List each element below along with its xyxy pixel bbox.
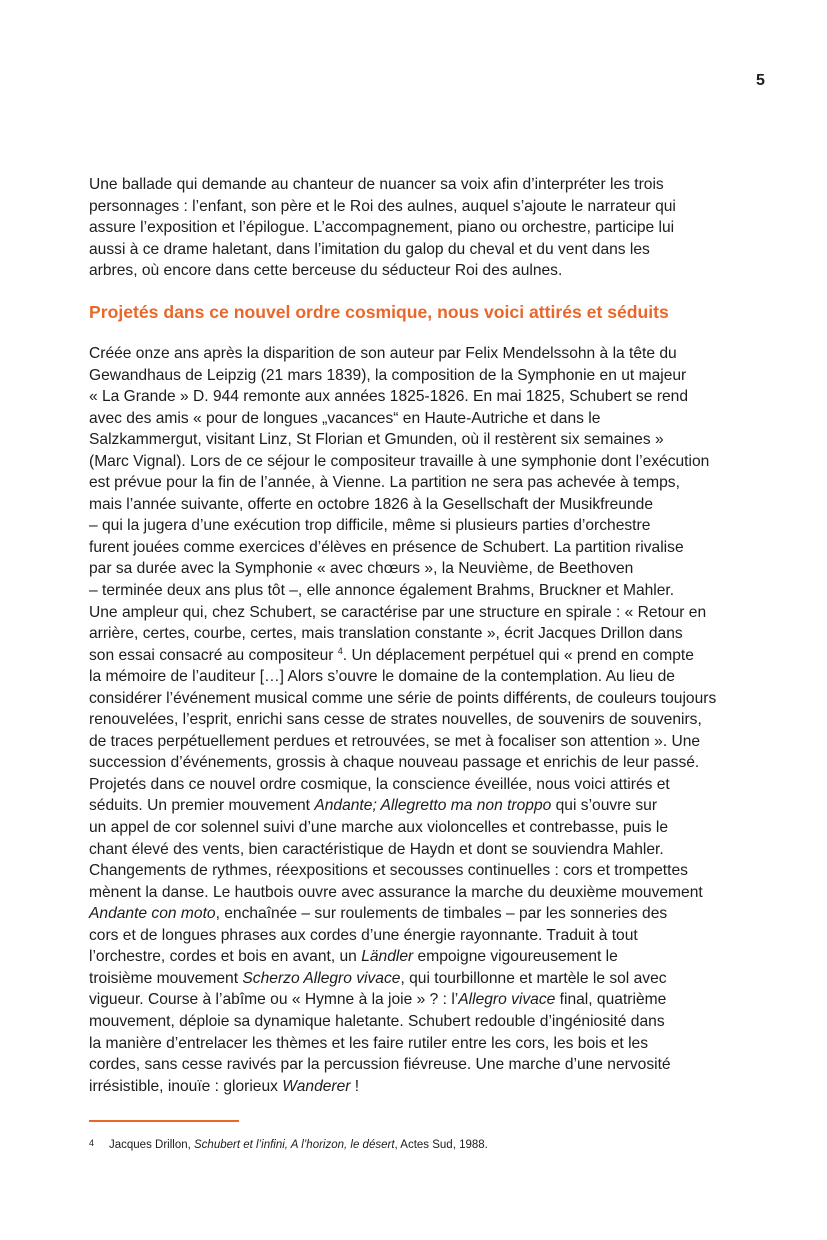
text-line: mouvement, déploie sa dynamique haletante. Schubert redouble d’ingéniosité dans [89, 1012, 665, 1030]
text-line: l’orchestre, cordes et bois en avant, un Ländler empoigne vigoureusement le [89, 948, 618, 966]
work-title: Andante con moto [89, 905, 216, 923]
text-line: vigueur. Course à l’abîme ou « Hymne à la joie » ? : l’Allegro vivace final, quatrième [89, 991, 667, 1009]
text-line: arrière, certes, courbe, certes, mais translation constante », écrit Jacques Drillon dans [89, 625, 683, 643]
text-line: assure l’exposition et l’épilogue. L’accompagnement, piano ou orchestre, participe lui [89, 219, 675, 237]
text-line: personnages : l’enfant, son père et le Roi des aulnes, auquel s’ajoute le narrateur qui [89, 197, 676, 215]
footnote-title: Schubert et l’infini, A l’horizon, le désert [194, 1139, 395, 1151]
body-paragraph [89, 343, 739, 1097]
text-line: Gewandhaus de Leipzig (21 mars 1839), la composition de la Symphonie en ut majeur [89, 366, 687, 384]
text-line: par sa durée avec la Symphonie « avec chœurs », la Neuvième, de Beethoven [89, 560, 634, 578]
text-line: Une ampleur qui, chez Schubert, se caractérise par une structure en spirale : « Retour en [89, 603, 707, 621]
text-line: Changements de rythmes, réexpositions et secousses continuelles : cors et trompettes [89, 862, 688, 880]
page-number: 5 [756, 72, 765, 89]
text-line: la manière d’entrelacer les thèmes et les faire rutiler entre les cors, les bois et les [89, 1034, 649, 1052]
text-line: renouvelées, l’esprit, enrichi sans cesse de strates nouvelles, de souvenirs de souvenirs, [89, 711, 702, 729]
text-line: Projetés dans ce nouvel ordre cosmique, la conscience éveillée, nous voici attirés et [89, 775, 670, 793]
text-line: la mémoire de l’auditeur […] Alors s’ouvre le domaine de la contemplation. Au lieu de [89, 668, 675, 686]
footnote-publisher: , Actes Sud, 1988. [394, 1139, 488, 1151]
footnote-number: 4 [89, 1138, 95, 1148]
text-line: furent jouées comme exercices d’élèves en présence de Schubert. La partition rivalise [89, 538, 684, 556]
text-line: (Marc Vignal). Lors de ce séjour le compositeur travaille à une symphonie dont l’exécution [89, 452, 710, 470]
text-line: est prévue pour la fin de l’année, à Vienne. La partition ne sera pas achevée à temps, [89, 474, 680, 492]
text-line: un appel de cor solennel suivi d’une marche aux violoncelles et contrebasse, puis le [89, 819, 669, 837]
text-line: mènent la danse. Le hautbois ouvre avec assurance la marche du deuxième mouvement [89, 883, 703, 901]
text-line: – qui la jugera d’une exécution trop difficile, même si plusieurs parties d’orchestre [89, 517, 651, 535]
text-line: arbres, où encore dans cette berceuse du séducteur Roi des aulnes. [89, 262, 563, 280]
text-line: succession d’événements, grossis à chaque nouveau passage et enrichis de leur passé. [89, 754, 700, 772]
text-line: troisième mouvement Scherzo Allegro vivace, qui tourbillonne et martèle le sol avec [89, 969, 667, 987]
text-line: cors et de longues phrases aux cordes d’une énergie rayonnante. Traduit à tout [89, 926, 638, 944]
footnote-divider [89, 1120, 239, 1122]
text-line: Salzkammergut, visitant Linz, St Florian et Gmunden, où il restèrent six semaines » [89, 431, 664, 449]
text-line: chant élevé des vents, bien caractéristique de Haydn et dont se souviendra Mahler. [89, 840, 664, 858]
footnote [89, 1136, 488, 1152]
work-title: Andante; Allegretto ma non troppo [314, 797, 552, 815]
work-title: Scherzo Allegro vivace [242, 969, 401, 987]
section-heading: Projetés dans ce nouvel ordre cosmique, nous voici attirés et séduits [89, 302, 669, 322]
text-line: mais l’année suivante, offerte en octobre 1826 à la Gesellschaft der Musikfreunde [89, 495, 654, 513]
text-line: son essai consacré au compositeur $^4$. Un déplacement perpétuel qui « prend en compte [89, 645, 694, 664]
work-title: Wanderer [282, 1077, 351, 1095]
text-line: irrésistible, inouïe : glorieux Wanderer ! [89, 1077, 360, 1095]
footnote-reference[interactable]: 4 [337, 645, 343, 656]
text-line: aussi à ce drame haletant, dans l’imitation du galop du cheval et du vent dans les [89, 240, 650, 258]
text-line: Créée onze ans après la disparition de son auteur par Felix Mendelssohn à la tête du [89, 345, 677, 362]
text-line: Andante con moto, enchaînée – sur roulements de timbales – par les sonneries des [89, 905, 668, 923]
text-line: « La Grande » D. 944 remonte aux années 1825-1826. En mai 1825, Schubert se rend [89, 388, 689, 406]
footnote-author: Jacques Drillon, [109, 1139, 195, 1151]
text-line: séduits. Un premier mouvement Andante; Allegretto ma non troppo qui s’ouvre sur [89, 797, 658, 815]
work-title: Allegro vivace [458, 991, 556, 1009]
text-line: Une ballade qui demande au chanteur de nuancer sa voix afin d’interpréter les trois [89, 176, 664, 193]
work-title: Ländler [361, 948, 414, 966]
text-line: – terminée deux ans plus tôt –, elle annonce également Brahms, Bruckner et Mahler. [89, 582, 675, 600]
text-line: cordes, sans cesse ravivés par la percussion fiévreuse. Une marche d’une nervosité [89, 1056, 671, 1074]
intro-paragraph [89, 174, 739, 282]
text-line: considérer l’événement musical comme une série de points différents, de couleurs toujours [89, 689, 717, 707]
text-line: de traces perpétuellement perdues et retrouvées, se met à focaliser son attention ». Une [89, 732, 701, 750]
text-line: avec des amis « pour de longues „vacances“ en Haute-Autriche et dans le [89, 409, 601, 427]
